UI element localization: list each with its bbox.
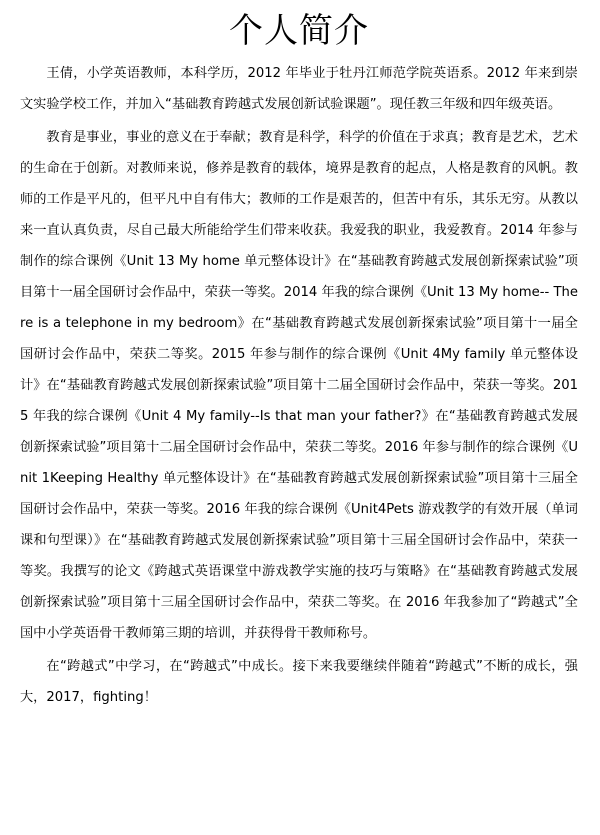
- paragraph-closing: 在“跨越式”中学习，在“跨越式”中成长。接下来我要继续伴随着“跨越式”不断的成长，强大，2017，fighting！: [20, 659, 578, 705]
- paragraph-intro: 王倩，小学英语教师，本科学历，2012 年毕业于牡丹江师范学院英语系。2012 年来到崇文实验学校工作，并加入“基础教育跨越式发展创新试验课题”。现任教三年级和四年级英语。: [20, 66, 578, 112]
- paragraph-achievements: 教育是事业，事业的意义在于奉献；教育是科学，科学的价值在于求真；教育是艺术，艺术的生命在于创新。对教师来说，修养是教育的载体，境界是教育的起点，人格是教育的风帆。教师的工作是平凡的，但平凡中自有伟大；教师的工作是艰苦的，但苦中有乐，其乐无穷。从教以来一直认真负责，尽自己最大所能给学生们带来收获。我爱我的职业，我爱教育。2014 年参与制作的综合课例《Unit 13 My home 单元整体设计》在“基础教育跨越式发展创新探索试验”项目第十一届全国研讨会作品中，荣获一等奖。2014 年我的综合课例《Unit 13 My home-- There is a telephone in my bedroom》在“基础教育跨越式发展创新探索试验”项目第十一届全国研讨会作品中，荣获二等奖。2015 年参与制作的综合课例《Unit 4My family 单元整体设计》在“基础教育跨越式发展创新探索试验”项目第十二届全国研讨会作品中，荣获一等奖。2015 年我的综合课例《Unit 4 My family--Is that man your father?》在“基础教育跨越式发展创新探索试验”项目第十二届全国研讨会作品中，荣获二等奖。2016 年参与制作的综合课例《Unit 1Keeping Healthy 单元整体设计》在“基础教育跨越式发展创新探索试验”项目第十三届全国研讨会作品中，荣获一等奖。2016 年我的综合课例《Unit4Pets 游戏教学的有效开展（单词课和句型课）》在“基础教育跨越式发展创新探索试验”项目第十三届全国研讨会作品中，荣获一等奖。我撰写的论文《跨越式英语课堂中游戏教学实施的技巧与策略》在“基础教育跨越式发展创新探索试验”项目第十三届全国研讨会作品中，荣获二等奖。在 2016 年我参加了“跨越式”全国中小学英语骨干教师第三期的培训，并获得骨干教师称号。: [20, 130, 579, 641]
- document-title: 个人简介: [229, 11, 369, 51]
